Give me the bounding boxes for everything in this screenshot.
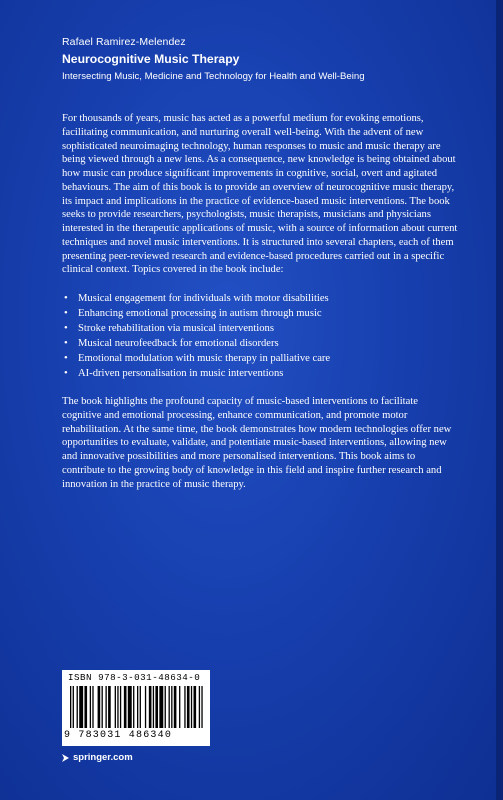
spine-edge xyxy=(496,0,503,800)
barcode-stripe xyxy=(73,686,74,728)
bullet-icon: • xyxy=(64,308,68,319)
publisher-link[interactable] xyxy=(62,752,133,763)
barcode-label xyxy=(62,670,210,746)
barcode-stripe xyxy=(184,686,185,728)
barcode-stripe xyxy=(149,686,152,728)
springer-arrow-icon xyxy=(62,754,70,762)
bullet-icon: • xyxy=(64,293,68,304)
barcode-stripe xyxy=(98,686,101,728)
barcode-stripe xyxy=(115,686,116,728)
barcode-stripe xyxy=(117,686,118,728)
barcode-stripe xyxy=(199,686,200,728)
barcode-stripe xyxy=(108,686,111,728)
barcode-stripe xyxy=(187,686,190,728)
barcode-stripe xyxy=(165,686,166,728)
barcode-stripe xyxy=(159,686,163,728)
barcode-stripe xyxy=(128,686,132,728)
barcode-digits: 9 783031 486340 xyxy=(64,730,173,741)
list-item: • Musical neurofeedback for emotional disorders xyxy=(64,338,279,349)
bullet-icon: • xyxy=(64,323,68,334)
barcode-stripe xyxy=(155,686,158,728)
bullet-icon: • xyxy=(64,353,68,364)
barcode-stripe xyxy=(133,686,134,728)
barcode-stripe xyxy=(124,686,127,728)
book-subtitle: Intersecting Music, Medicine and Technology for Health and Well-Being xyxy=(62,71,365,82)
barcode-stripe xyxy=(171,686,172,728)
barcode-stripe xyxy=(105,686,106,728)
barcode-stripe xyxy=(137,686,138,728)
barcode-stripe xyxy=(70,686,71,728)
list-item: • Stroke rehabilitation via musical interventions xyxy=(64,323,274,334)
barcode-stripe xyxy=(140,686,141,728)
barcode-stripe xyxy=(102,686,103,728)
barcode-stripe xyxy=(90,686,91,728)
blurb-closing: The book highlights the profound capacity of music-based interventions to facilitate cognitive and emotional processing, enhance communication, and promote motor rehabilitation. At the same time, the book demonstrates how modern technologies offer new opportunities to evaluate, validate, and potentiate music-based interventions, allowing new and innovative possibilities and more personalised interventions. This book aims to contribute to the growing body of knowledge in this field and inspire further research and innovation in the practice of music therapy. xyxy=(62,396,452,490)
barcode-stripe xyxy=(145,686,146,728)
blurb-intro: For thousands of years, music has acted as a powerful medium for evoking emotions, facilitating communication, and nurturing overall well-being. With the advent of new sophisticated neuroimaging technology, human responses to music and music therapy are being viewed through a new lens. As a consequence, new knowledge is being obtained about how music can produce significant improvements in cognitive, social, overt and agitated behaviours. The aim of this book is to provide an overview of neurocognitive music therapy, its impact and implications in the practice of evidence-based music interventions. The book seeks to provide researchers, psychologists, music therapists, musicians and physicians interested in the therapeutic applications of music, with a source of information about current techniques and novel music interventions. It is structured into several chapters, each of them presenting peer-reviewed research and evidence-based procedures carried out in a specific clinical context. Topics covered in the book include: xyxy=(62,113,458,276)
barcode-bars xyxy=(70,686,204,728)
bullet-icon: • xyxy=(64,368,68,379)
back-cover-blurb xyxy=(62,112,460,491)
barcode-stripe xyxy=(179,686,180,728)
barcode-stripe xyxy=(169,686,170,728)
author-name: Rafael Ramirez-Melendez xyxy=(62,36,186,48)
barcode-stripe xyxy=(191,686,192,728)
barcode-stripe xyxy=(79,686,83,728)
barcode-stripe xyxy=(77,686,78,728)
list-item: • Enhancing emotional processing in autism through music xyxy=(64,308,322,319)
topics-list xyxy=(62,291,460,381)
book-title: Neurocognitive Music Therapy xyxy=(62,52,240,66)
isbn-text: ISBN 978-3-031-48634-0 xyxy=(68,672,201,683)
barcode-stripe xyxy=(193,686,196,728)
list-item: • Musical engagement for individuals with motor disabilities xyxy=(64,293,329,304)
list-item: • Emotional modulation with music therapy in palliative care xyxy=(64,353,331,364)
barcode-stripe xyxy=(84,686,87,728)
publisher-url: springer.com xyxy=(73,752,133,763)
barcode-stripe xyxy=(120,686,121,728)
barcode-stripe xyxy=(174,686,177,728)
barcode-stripe xyxy=(201,686,202,728)
bullet-icon: • xyxy=(64,338,68,349)
barcode-stripe xyxy=(92,686,93,728)
list-item: • AI-driven personalisation in music interventions xyxy=(64,368,284,379)
barcode-stripe xyxy=(153,686,154,728)
